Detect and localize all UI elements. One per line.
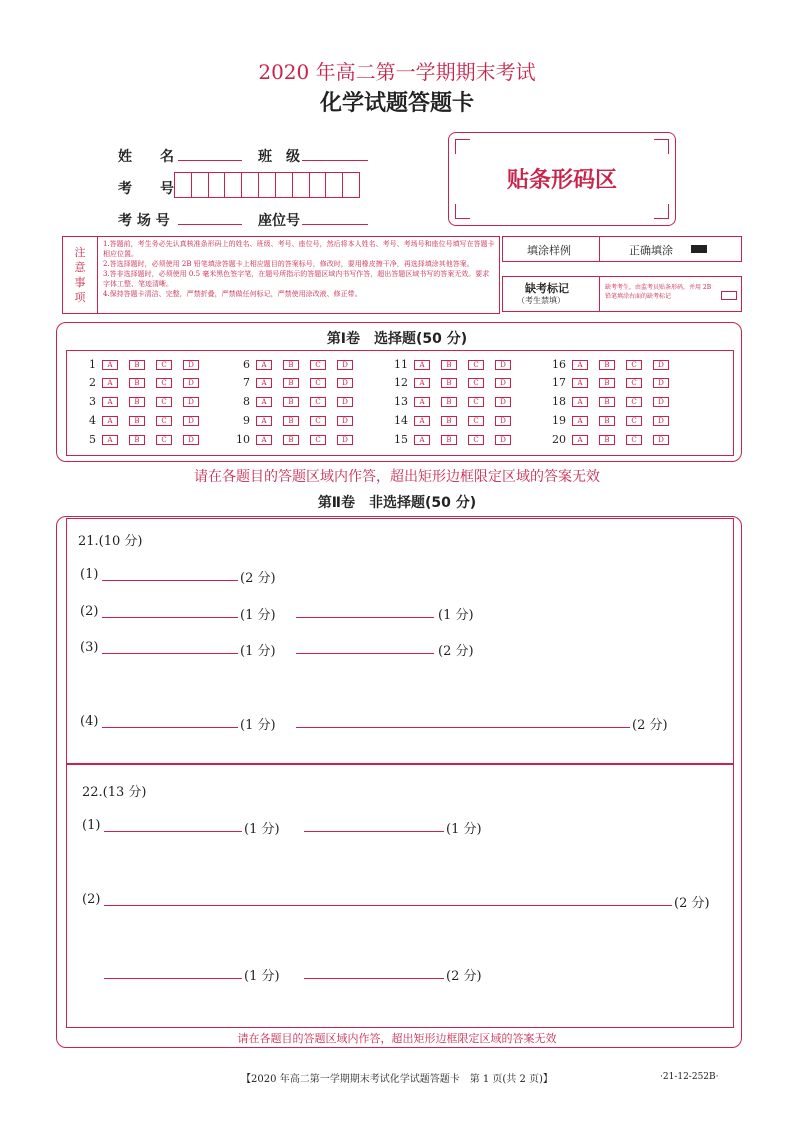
mc-question-number: 5 [89,433,96,446]
mc-option-bubble[interactable]: A [102,416,118,426]
mc-question-number: 9 [243,414,250,427]
mc-option-bubble[interactable]: B [599,397,615,407]
mc-option-bubble[interactable]: D [495,360,511,370]
mc-option-bubble[interactable]: B [599,360,615,370]
q21-part4-score2: (2 分) [632,718,668,733]
exam-title: 2020 年高二第一学期期末考试 [258,60,536,84]
mc-question-row [390,358,522,371]
q21-part4: (4) [80,714,99,729]
mc-question-row [390,395,522,408]
fill-sample-box [502,236,742,262]
mc-option-bubble[interactable]: A [256,378,272,388]
mc-option-bubble[interactable]: B [599,435,615,445]
mc-option-bubble[interactable]: C [156,360,172,370]
mc-question-number: 12 [394,376,408,389]
mc-question-number: 15 [394,433,408,446]
mc-option-bubble[interactable]: B [599,416,615,426]
mc-question-row [390,433,522,446]
mc-option-bubble[interactable]: B [441,435,457,445]
q22-part2-score: (2 分) [674,896,710,911]
mc-question-number: 11 [394,358,408,371]
mc-question-number: 7 [243,376,250,389]
q22-part3-score1: (1 分) [244,969,280,984]
absent-box [502,276,742,312]
mc-question-row [232,414,364,427]
mc-option-bubble[interactable]: B [283,378,299,388]
mc-option-bubble[interactable]: D [653,435,669,445]
mc-option-bubble[interactable]: C [626,378,642,388]
q21-part2: (2) [80,604,99,619]
filled-mark-icon [691,245,707,253]
section1-title: 第Ⅰ卷 选择题(50 分) [326,331,468,347]
mc-option-bubble[interactable]: C [156,416,172,426]
q21-part3-blank2[interactable] [296,653,434,654]
mc-question-number: 19 [552,414,566,427]
mc-option-bubble[interactable]: D [183,416,199,426]
mc-question-row [232,358,364,371]
mc-option-bubble[interactable]: C [310,378,326,388]
mc-option-bubble[interactable]: A [102,435,118,445]
mc-question-row [390,414,522,427]
mc-question-number: 18 [552,395,566,408]
mc-option-bubble[interactable]: C [310,397,326,407]
mc-option-bubble[interactable]: C [310,360,326,370]
mc-option-bubble[interactable]: D [183,378,199,388]
mc-option-bubble[interactable]: A [256,416,272,426]
room-field[interactable] [178,224,242,225]
q21-part3-score2: (2 分) [438,644,474,659]
mc-question-row [78,414,210,427]
q21-part3: (3) [80,640,99,655]
mc-option-bubble[interactable]: B [441,416,457,426]
mc-option-bubble[interactable]: B [129,397,145,407]
mc-question-row [78,358,210,371]
mc-question-number: 3 [89,395,96,408]
mc-option-bubble[interactable]: C [626,360,642,370]
q21-part2-blank2[interactable] [296,617,434,618]
mc-option-bubble[interactable]: C [156,378,172,388]
mc-option-bubble[interactable]: A [414,435,430,445]
q21-part2-blank1[interactable] [102,617,238,618]
mc-question-number: 6 [243,358,250,371]
mc-question-number: 2 [89,376,96,389]
q21-part1-blank[interactable] [102,580,238,581]
mc-question-row [548,433,680,446]
mc-question-row [232,395,364,408]
seat-field[interactable] [302,224,368,225]
mc-option-bubble[interactable]: C [468,435,484,445]
mc-option-bubble[interactable]: D [337,416,353,426]
mc-option-bubble[interactable]: D [653,416,669,426]
mc-option-bubble[interactable]: D [653,360,669,370]
mc-question-row [548,358,680,371]
mc-option-bubble[interactable]: B [441,378,457,388]
mc-question-number: 8 [243,395,250,408]
mc-question-row [548,395,680,408]
warning-text-bottom: 请在各题目的答题区域内作答，超出矩形边框限定区域的答案无效 [237,1032,557,1045]
q22-part2: (2) [82,892,101,907]
warning-text-top: 请在各题目的答题区域内作答，超出矩形边框限定区域的答案无效 [194,469,600,485]
doc-code: ·21-12-252B· [660,1072,719,1082]
mc-option-bubble[interactable]: C [468,416,484,426]
q22-part1-blank1[interactable] [104,831,242,832]
correct-fill-label: 正确填涂 [629,244,673,257]
q22-part1-blank2[interactable] [304,831,444,832]
q22-part1-score2: (1 分) [446,822,482,837]
mc-option-bubble[interactable]: A [414,397,430,407]
mc-option-bubble[interactable]: B [283,360,299,370]
mc-question-row [78,395,210,408]
mc-question-number: 10 [236,433,250,446]
notice-heading: 注 意 事 项 [63,237,98,313]
mc-question-number: 13 [394,395,408,408]
mc-question-number: 4 [89,414,96,427]
mc-option-bubble[interactable]: C [626,397,642,407]
q22-heading: 22.(13 分) [82,785,147,800]
q22-part3-blank1[interactable] [104,978,242,979]
barcode-label: 贴条形码区 [506,167,617,193]
q21-part2-score2: (1 分) [438,608,474,623]
q21-part4-blank1[interactable] [102,727,238,728]
mc-option-bubble[interactable]: D [495,378,511,388]
mc-option-bubble[interactable]: C [468,360,484,370]
mc-option-bubble[interactable]: A [572,360,588,370]
mc-option-bubble[interactable]: A [256,397,272,407]
absent-sublabel: （考生禁填） [517,296,565,305]
mc-option-bubble[interactable]: A [102,360,118,370]
q22-part3-score2: (2 分) [446,969,482,984]
mc-question-row [78,376,210,389]
mc-option-bubble[interactable]: D [337,397,353,407]
mc-question-row [232,433,364,446]
mc-option-bubble[interactable]: D [183,435,199,445]
mc-question-number: 17 [552,376,566,389]
name-label: 姓 名 [118,149,174,165]
mc-option-bubble[interactable]: D [337,360,353,370]
mc-option-bubble[interactable]: A [414,378,430,388]
mc-option-bubble[interactable]: B [441,360,457,370]
absent-checkbox[interactable] [721,291,737,300]
mc-option-bubble[interactable]: B [283,397,299,407]
class-label: 班 级 [258,149,300,165]
q22-part3-blank2[interactable] [304,978,444,979]
mc-question-row [390,376,522,389]
mc-option-bubble[interactable]: C [626,416,642,426]
name-field[interactable] [178,160,242,161]
mc-option-bubble[interactable]: C [468,378,484,388]
card-title: 化学试题答题卡 [319,91,474,116]
mc-option-bubble[interactable]: C [310,435,326,445]
mc-option-bubble[interactable]: A [414,360,430,370]
mc-option-bubble[interactable]: A [256,360,272,370]
mc-option-bubble[interactable]: D [495,435,511,445]
mc-option-bubble[interactable]: D [337,435,353,445]
mc-question-number: 14 [394,414,408,427]
exam-no-boxes[interactable] [174,172,360,198]
mc-question-row [78,433,210,446]
mc-option-bubble[interactable]: C [626,435,642,445]
mc-option-bubble[interactable]: D [653,378,669,388]
room-label: 考 场 号 [118,213,170,229]
mc-question-row [548,376,680,389]
mc-option-bubble[interactable]: D [183,397,199,407]
mc-option-bubble[interactable]: B [129,416,145,426]
mc-option-bubble[interactable]: D [495,397,511,407]
mc-option-bubble[interactable]: A [572,416,588,426]
mc-option-bubble[interactable]: C [310,416,326,426]
q21-part1: (1) [80,567,99,582]
notice-box [62,236,500,314]
mc-option-bubble[interactable]: A [414,416,430,426]
notice-text: 1.答题前，考生务必先认真核准条形码上的姓名、班级、考号、座位号，然后将本人姓名、考号、考场号和座位号填写在答题卡相应位置。 2.答选择题时，必须使用 2B 铅笔填涂答题卡上相应题目的答案标号，修改时，要用橡皮擦干净，再选择填涂其他答案。 3.答非选择题时，必须使用 0.5 毫米黑色签字笔，在题号所指示的答题区域内书写作答，超出答题区域书写的答案无效。要求字体工整、笔迹清晰。 4.保持答题卡清洁、完整，严禁折叠，严禁做任何标记，严禁使用涂改液、修正带。 [103,240,495,298]
mc-option-bubble[interactable]: A [102,397,118,407]
mc-option-bubble[interactable]: A [256,435,272,445]
mc-option-bubble[interactable]: A [572,397,588,407]
q21-part4-blank2[interactable] [296,727,630,728]
q21-part3-score1: (1 分) [240,644,276,659]
seat-label: 座位号 [258,213,300,229]
q21-part2-score1: (1 分) [240,608,276,623]
mc-option-bubble[interactable]: A [572,435,588,445]
page-footer: 【2020 年高二第一学期期末考试化学试题答题卡 第 1 页(共 2 页)】 [241,1074,553,1085]
q21-part4-score1: (1 分) [240,718,276,733]
mc-question-number: 20 [552,433,566,446]
class-field[interactable] [302,160,368,161]
mc-option-bubble[interactable]: D [183,360,199,370]
mc-question-row [548,414,680,427]
q21-part3-blank1[interactable] [102,653,238,654]
q22-box [66,764,734,1028]
q21-part1-score: (2 分) [240,571,276,586]
q22-part1: (1) [82,818,101,833]
mc-option-bubble[interactable]: B [441,397,457,407]
mc-question-number: 16 [552,358,566,371]
q21-heading: 21.(10 分) [78,534,143,549]
mc-option-bubble[interactable]: B [283,416,299,426]
q22-part1-score1: (1 分) [244,822,280,837]
mc-option-bubble[interactable]: B [283,435,299,445]
exam-no-label: 考 号 [118,181,174,197]
mc-option-bubble[interactable]: B [129,378,145,388]
section2-title: 第Ⅱ卷 非选择题(50 分) [317,495,477,511]
mc-option-bubble[interactable]: C [156,397,172,407]
mc-option-bubble[interactable]: B [129,435,145,445]
q22-part2-blank[interactable] [104,905,672,906]
mc-option-bubble[interactable]: D [337,378,353,388]
mc-option-bubble[interactable]: D [495,416,511,426]
barcode-area [448,132,676,226]
mc-option-bubble[interactable]: A [102,378,118,388]
mc-option-bubble[interactable]: B [129,360,145,370]
absent-label: 缺考标记 [525,282,569,295]
mc-option-bubble[interactable]: C [468,397,484,407]
fill-sample-label: 填涂样例 [527,244,571,257]
mc-option-bubble[interactable]: D [653,397,669,407]
absent-desc: 缺考考生，由监考员贴条形码，并用 2B 铅笔填涂右面的缺考标记 [605,284,712,300]
mc-option-bubble[interactable]: A [572,378,588,388]
mc-option-bubble[interactable]: C [156,435,172,445]
mc-option-bubble[interactable]: B [599,378,615,388]
mc-question-row [232,376,364,389]
mc-question-number: 1 [89,358,96,371]
